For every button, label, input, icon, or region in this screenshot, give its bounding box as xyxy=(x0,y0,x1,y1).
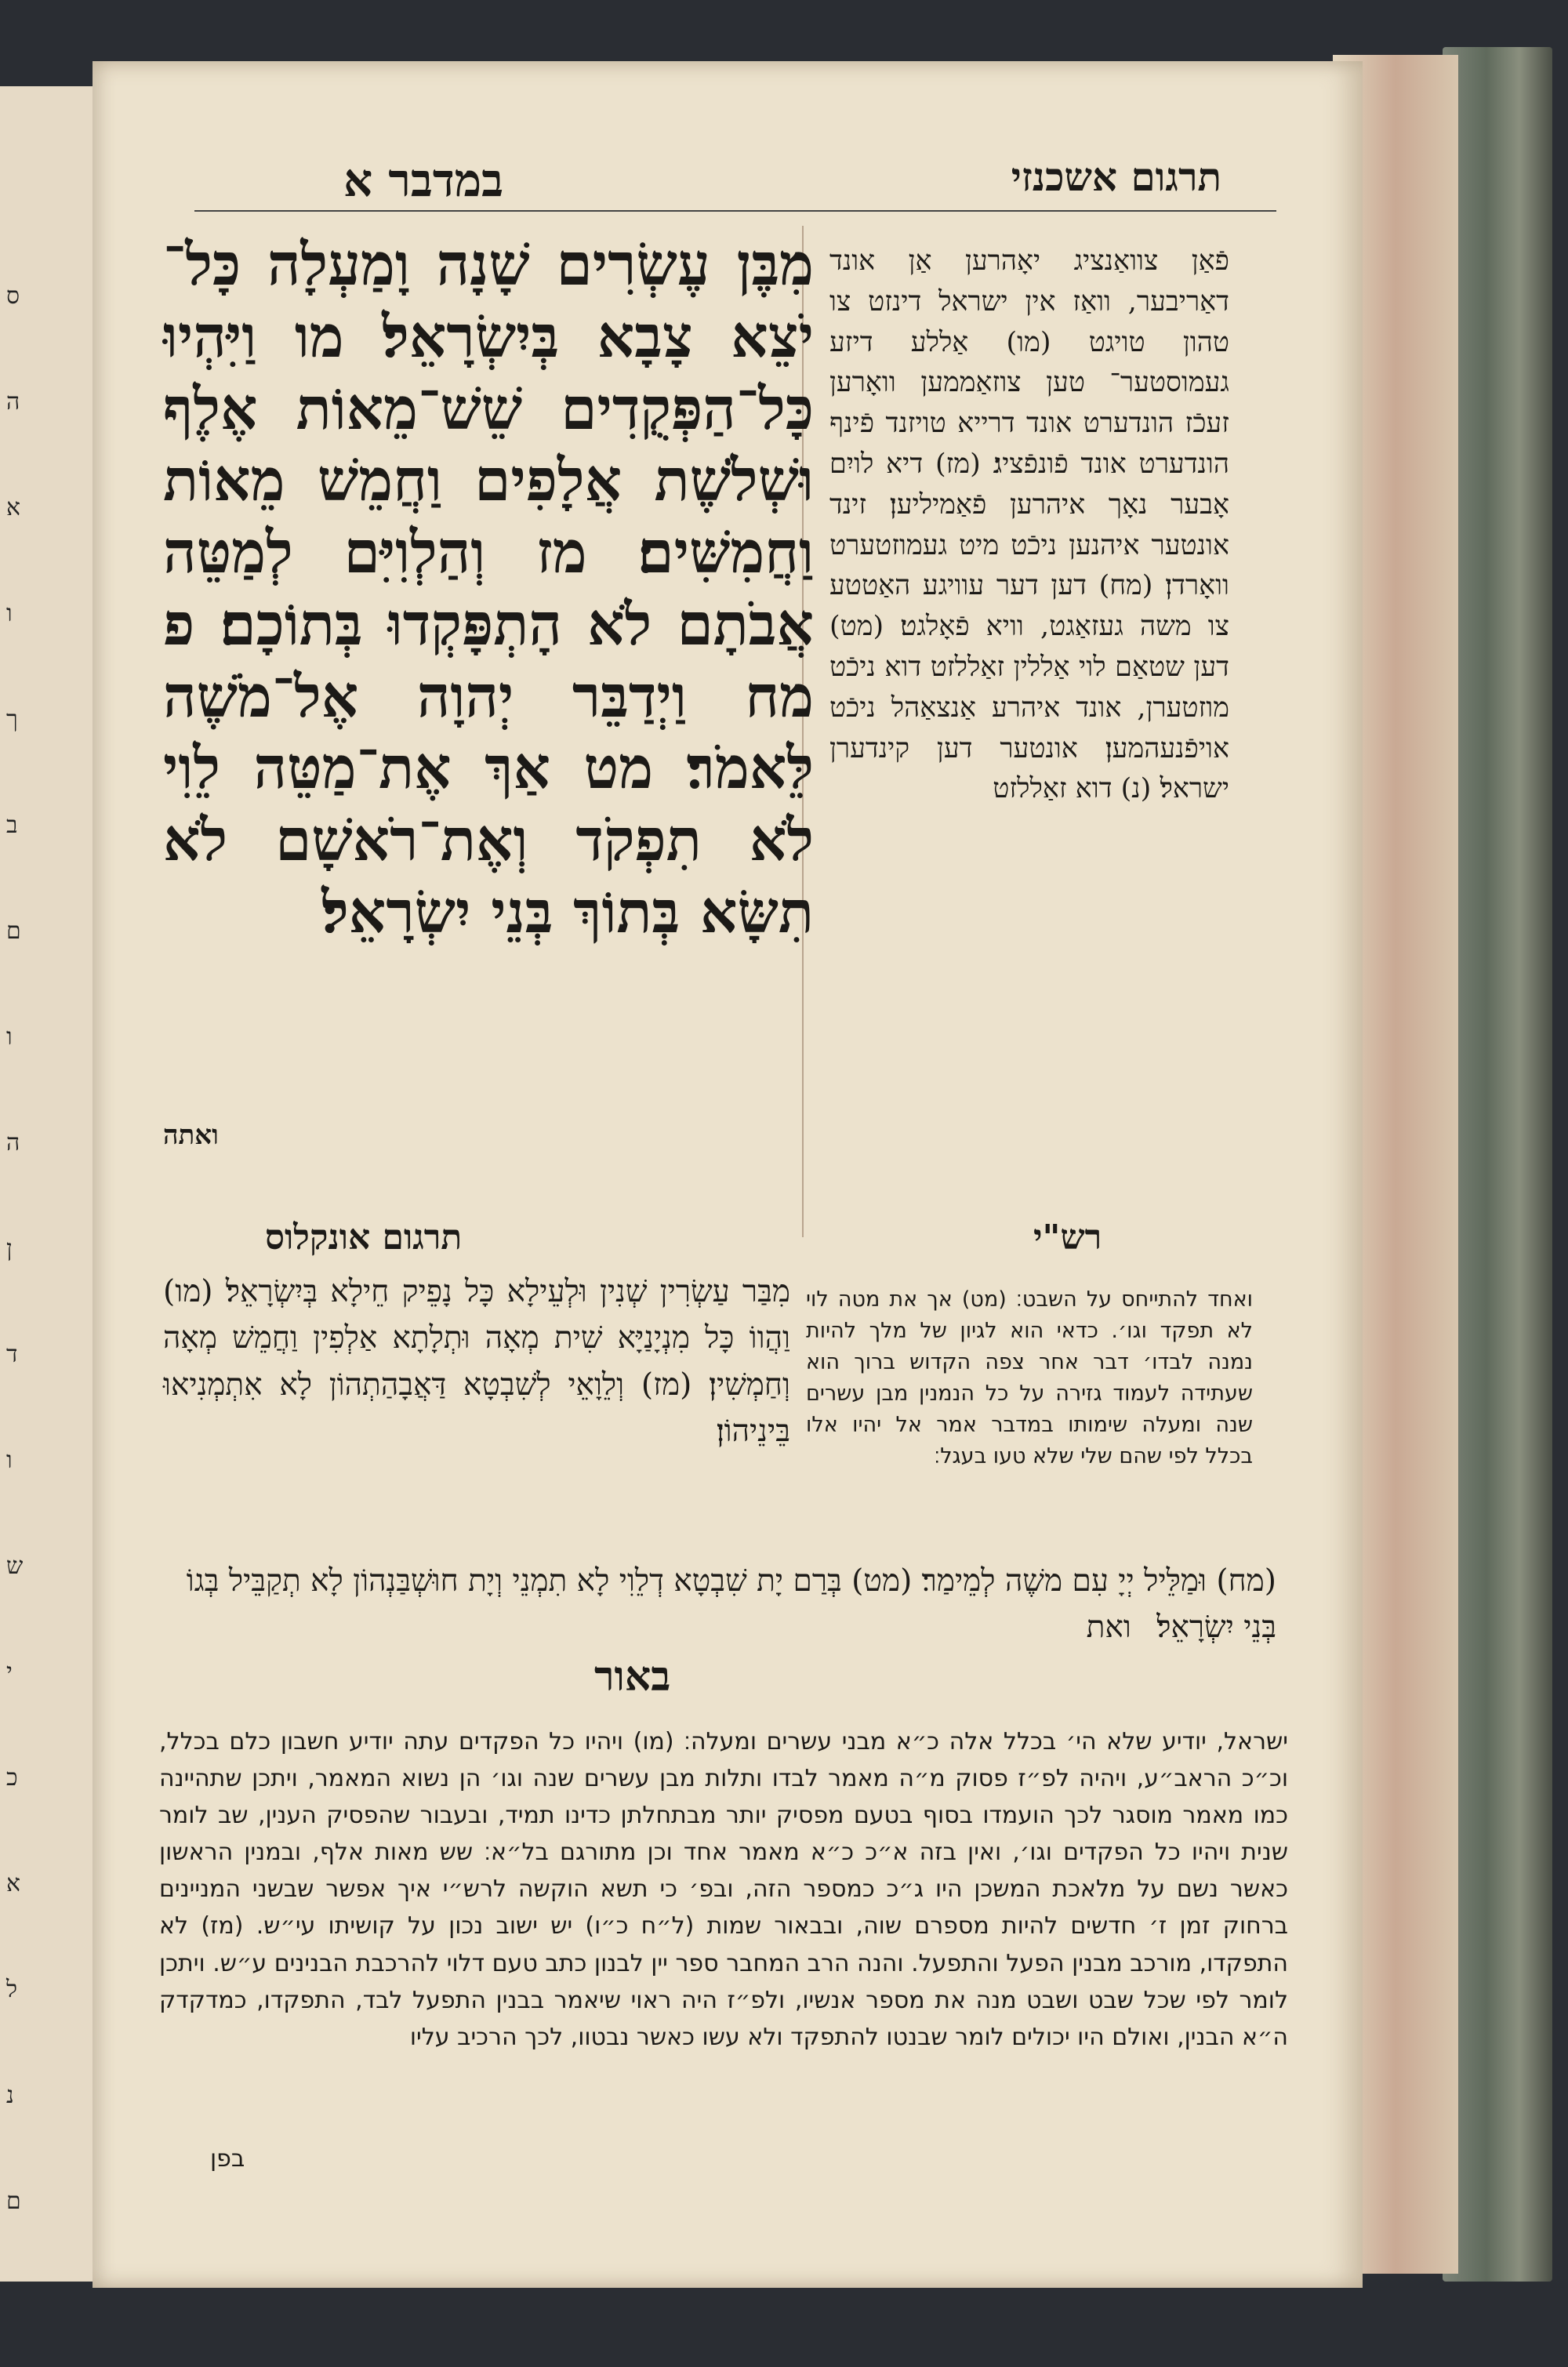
facing-page-fragment: ם xyxy=(6,2187,21,2215)
onkelos-catchword: ואת xyxy=(1086,1609,1131,1645)
onkelos-title: תרגום אונקלוס xyxy=(265,1218,463,1258)
yiddish-translation: פֿאַן צוואַנציג יאָהרען אַן אונד דאַריבער, וואַז אין ישראל דינזט צו טהון טויגט (מו) אַללע דיזע געמוסטער־ טען צוזאַממען וואָרען זעכֿז הונדערט אונד דרייא טויזנד פֿינף הונדערט אונד פֿונפֿציג׃ (מז) דיא לויִם אָבער נאָך איהרען פֿאַמיליען׃ זינד אונטער איהנען ניכֿט מיט געמוזטערט וואָרדן׃ (מח) דען דער עוויגע האַטטע צו משה געזאַגט, וויא פֿאָלגט׃ (מט) דען שטאַם לוי אַללין זאַללזט דוא ניכֿט מוזטערן, אונד איהרע אַנצאַהל ניכֿט אויפֿנעהמען׃ אונטער דען קינדערן ישראל׃ (נ) דוא זאַללזט xyxy=(829,245,1229,805)
facing-page-fragment: ל xyxy=(6,1976,18,2003)
facing-page-fragment: ס xyxy=(6,282,20,310)
facing-page-fragment: ן xyxy=(6,1235,13,1262)
facing-page-fragment: ד xyxy=(6,1341,18,1368)
facing-page-fragment: ה xyxy=(6,1129,20,1156)
torah-text: מִבֶּן עֶשְׂרִים שָׁנָה וָמַעְלָה כָּל־ יֹצֵא צָבָא בְּיִשְׂרָאֵל׃ מו וַיִּהְיוּ כָּל־הַפְּקֻדִים שֵׁשׁ־מֵאוֹת אֶלֶף וּשְׁלֹשֶׁת אֲלָפִים וַחֲמֵשׁ מֵאוֹת וַחֲמִשִּׁים׃ מז וְהַלְוִיִּם לְמַטֵּה אֲבֹתָם לֹא הָתְפָּקְדוּ בְּתוֹכָם׃ פ מח וַיְדַבֵּר יְהוָה אֶל־מֹשֶׁה לֵּאמֹר׃ מט אַךְ אֶת־מַטֵּה לֵוִי לֹא תִפְקֹד וְאֶת־רֹאשָׁם לֹא תִשָּׂא בְּתוֹךְ בְּנֵי יִשְׂרָאֵל׃ xyxy=(163,231,814,946)
onkelos-continuation-text: (מח) וּמַלֵּיל יְיָ עִם משֶׁה לְמֵימַר׃ (מט) בְּרַם יָת שִׁבְטָא דְלֵוִי לָא תִמְנֵי וְיָת חוּשְׁבַּנְהוֹן לָא תְקַבֵּיל בְּגוֹ בְּנֵי יִשְׂרָאֵל׃ xyxy=(186,1563,1276,1645)
facing-page-fragment: ך xyxy=(6,706,18,733)
facing-page-fragment: א xyxy=(6,494,21,521)
facing-page-fragment: ו xyxy=(6,600,13,627)
facing-page-fragment: ה xyxy=(6,388,20,416)
book-title-header: במדבר א xyxy=(343,154,504,207)
facing-page-fragment: נ xyxy=(6,2082,14,2109)
facing-page-fragment: כ xyxy=(6,1764,18,1792)
facing-page-fragment: ב xyxy=(6,811,18,839)
facing-page-fragment: ו xyxy=(6,1447,13,1474)
header-rule xyxy=(194,210,1276,212)
facing-page xyxy=(0,86,96,2282)
torah-catchword: ואתה xyxy=(163,1120,219,1151)
onkelos-continuation xyxy=(179,1559,1276,1650)
page-catchword: בפן xyxy=(210,2145,245,2173)
onkelos-text: מִבַּר עַשְׂרִין שְׁנִין וּלְעֵילָא כָּל נָפֵיק חֵילָא בְּיִשְׂרָאֵל׃ (מו) וַהֲווֹ כָּל מִנְיָנַיָּא שִׁית מְאָה וּתְלָתָא אַלְפִין וַחֲמֵשׁ מְאָה וְחַמְשִׁין׃ (מז) וְלֵוָאֵי לְשִׁבְטָא דַּאֲבָהַתְהוֹן לָא אִתְמְנִיאוּ בֵּינֵיהוֹן׃ xyxy=(163,1274,790,1449)
targum-header: תרגום אשכנזי xyxy=(1011,154,1221,200)
facing-page-fragment: ש xyxy=(6,1552,24,1580)
facing-page-fragment: א xyxy=(6,1870,21,1897)
biur-commentary: ישראל, יודיע שלא הי׳ בכלל אלה כ״א מבני עשרים ומעלה׃ (מו) ויהיו כל הפקדים עתה יודיע חשבון כלם בכלל, וכ״כ הראב״ע, ויהיה לפ״ז פסוק מ״ה מאמר לבדו ותלות מבן עשרים שנה וגו׳ הן נשוא המאמר, ויתכן שתהיינה כמו מאמר מוסגר לכך הועמדו בסוף בטעם מפסיק יותר מבתחלתן כדינו תמיד, ובעבור שהפסיק הענין, שב לומר שנית ויהיו כל הפקדים וגו׳, ואין בזה א״כ כ״א מאמר אחד וכן מתורגם בל״א׃ שש מאות אלף, ובמנין הראשון כאשר נשם על מלאכת המשכן היו ג״כ כמספר הזה, ובפ׳ כי תשא הוקשה לרש״י איך אפשר שבשני המניינים ברחוק זמן ז׳ חדשים להיות מספרם שוה, ובבאור שמות (ל״ח כ״ו) יש ישוב נכון על קושיתו עי״ש. (מז) לא התפקדו, מורכב מבנין הפעל והתפעל. והנה הרב המחבר ספר יין לבנון כתב טעם דלוי להרכבת הבנינים ע״ש. ויתכן לומר לפי שכל שבט ושבט מנה את מספר אנשיו, ולפ״ז היה ראוי שיאמר בבנין התפעל לבד, התפקדו, כמדקדק ה״א הבנין, ואולם היו יכולים לומר שבנטו להתפקד ולא עשו כאשר נבטוו, לכך הרכיב עליו xyxy=(159,1728,1288,2051)
facing-page-fragment: ם xyxy=(6,917,21,945)
biur-title: באור xyxy=(594,1653,671,1701)
rashi-commentary: ואחד להתייחס על השבט׃ (מט) אך את מטה לוי לא תפקד וגו׳. כדאי הוא לגיון של מלך להיות נמנה לבדו׳ דבר אחר צפה הקדוש ברוך הוא שעתידה לעמוד גזירה על כל הנמנין מבן עשרים שנה ומעלה שימותו במדבר אמר אל יהיו אלו בכלל לפי שהם שלי שלא טעו בעגל׃ xyxy=(806,1287,1253,1468)
facing-page-fragment: ו xyxy=(6,1023,13,1051)
book-page xyxy=(93,61,1363,2288)
book-binding xyxy=(1443,47,1552,2282)
rashi-title: רש"י xyxy=(1033,1218,1102,1258)
facing-page-fragment: י xyxy=(6,1658,13,1686)
